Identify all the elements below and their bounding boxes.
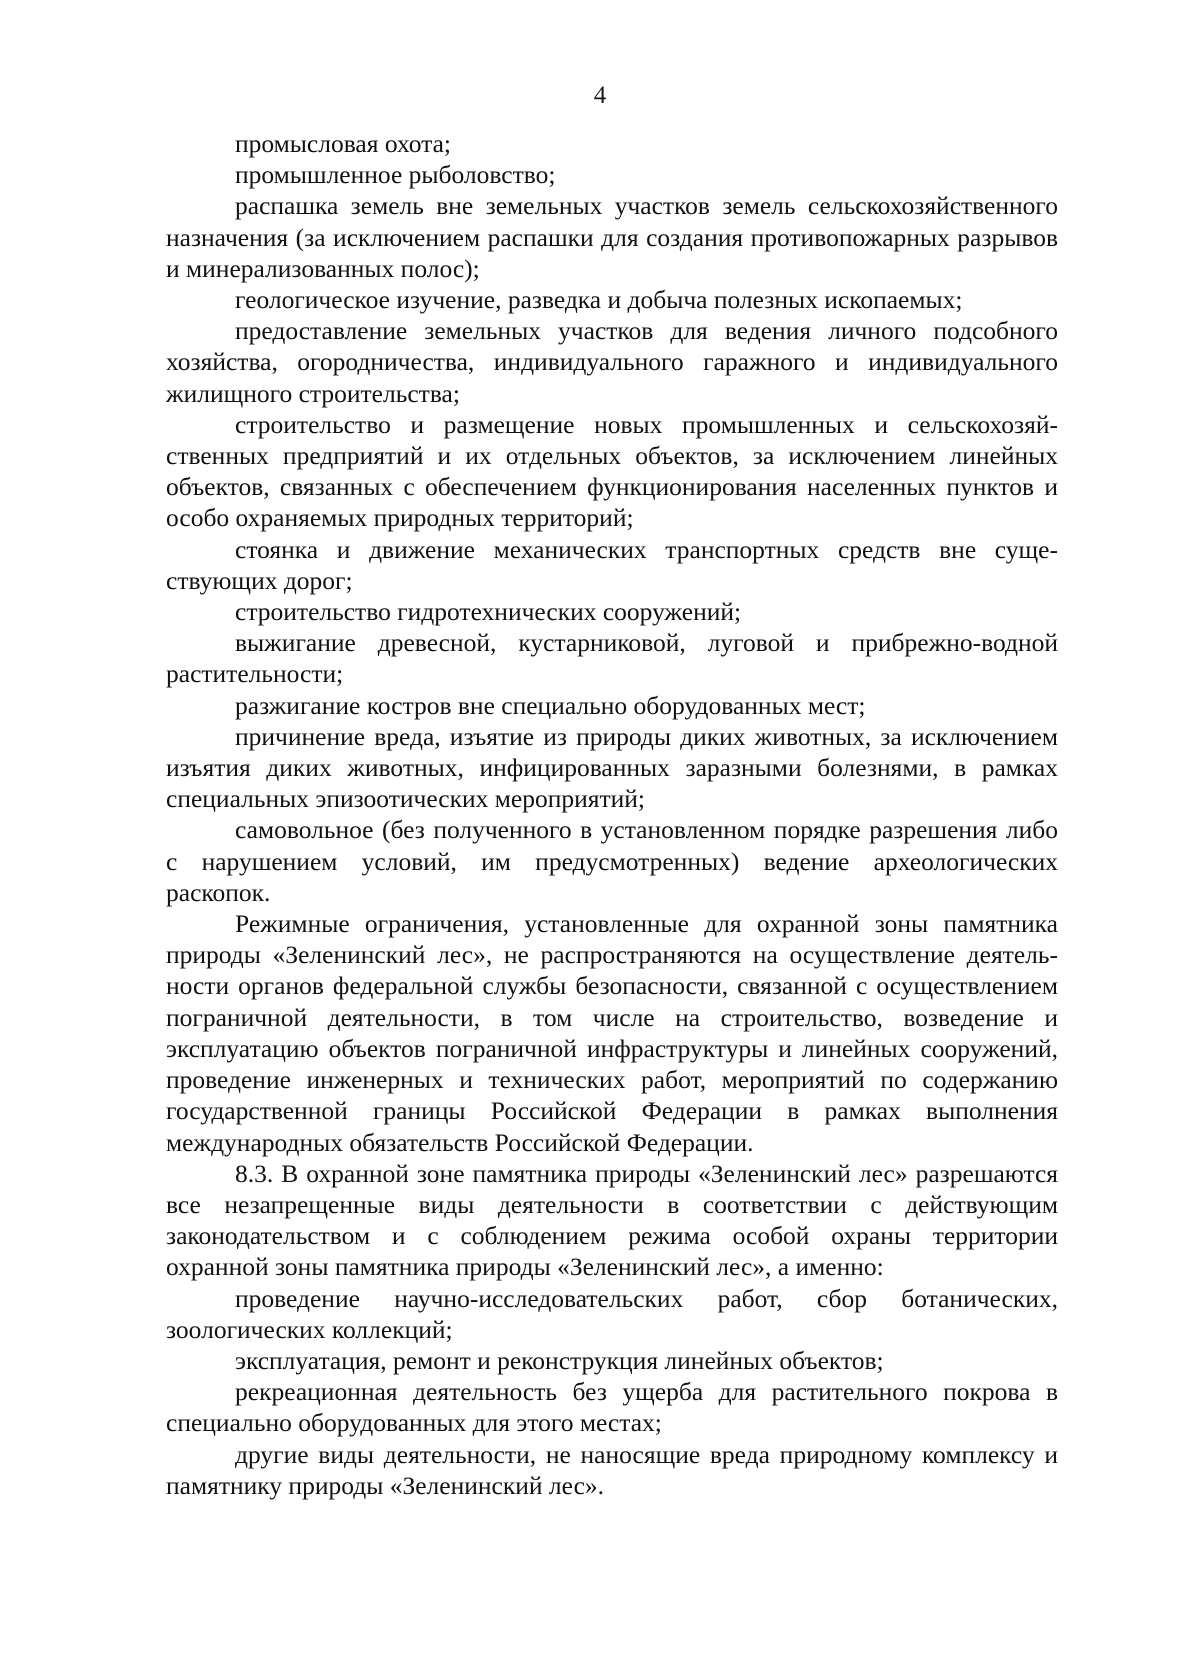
paragraph-recreation: рекреационная деятельность без ущерба для растительного покрова в специально оборудованных для этого местах;: [166, 1377, 1058, 1438]
paragraph-industrial-fishing: промышленное рыболовство;: [235, 160, 556, 190]
page-number: 4: [593, 82, 607, 109]
paragraph-land-plowing: распашка земель вне земельных участков земель сельскохозяйственного назначения (за исключением распашки для создания противопожарных разрывов и минерализованных полос);: [166, 191, 1058, 283]
paragraph-other-activities: другие виды деятельности, не наносящие вреда природному комплексу и памятнику природы «Зеленинский лес».: [166, 1439, 1058, 1500]
document-body: [166, 128, 1058, 1501]
paragraph-regime-restrictions: Режимные ограничения, установленные для охранной зоны памятника природы «Зеленинский лес», не распространяются на осуществление деятельности органов федеральной службы безопасности, связанной с осуществлением пограничной деятельности, в том числе на строительство, возведение и эксплуатацию объектов пограничной инфраструктуры и линейных сооружений, проведение инженерных и технических работ, мероприятий по содержанию государственной границы Российской Федерации в рамках выполнения международных обязательств Российской Федерации.: [166, 909, 1058, 1157]
paragraph-wild-animals: причинение вреда, изъятие из природы диких животных, за исключением изъятия диких животных, инфицированных заразными болезнями, в рамках специальных эпизоотических мероприятий;: [166, 721, 1058, 814]
paragraph-land-plots: предоставление земельных участков для ведения личного подсобного хозяйства, огородничества, индивидуального гаражного и индивидуального жилищного строительства;: [166, 316, 1058, 408]
paragraph-commercial-hunting: промысловая охота;: [235, 129, 452, 158]
paragraph-hydraulic-structures: строительство гидротехнических сооружений;: [235, 597, 742, 627]
paragraph-research-work: проведение научно-исследовательских работ, сбор ботанических, зоологических коллекций;: [166, 1283, 1058, 1344]
paragraph-campfires: разжигание костров вне специально оборудованных мест;: [235, 690, 866, 720]
paragraph-archaeological-excavation: самовольное (без полученного в установленном порядке разрешения либо с нарушением условий, им предусмотренных) ведение археологических раскопок.: [166, 815, 1058, 907]
paragraph-vegetation-burning: выжигание древесной, кустарниковой, луговой и прибрежно-водной растительности;: [166, 628, 1058, 689]
paragraph-section-8-3: 8.3. В охранной зоне памятника природы «Зеленинский лес» разрешаются все незапрещенные виды деятельности в соответствии с действующим законодательством и с соблюдением режима особой охраны территории охранной зоны памятника природы «Зеленинский лес», а именно:: [166, 1158, 1058, 1282]
paragraph-vehicles: стоянка и движение механических транспортных средств вне существующих дорог;: [166, 534, 1058, 595]
paragraph-geological-survey: геологическое изучение, разведка и добыча полезных ископаемых;: [235, 285, 963, 315]
paragraph-construction-enterprises: строительство и размещение новых промышленных и сельскохозяйственных предприятий и их отдельных объектов, за исключением линейных объектов, связанных с обеспечением функционирования населенных пунктов и особо охраняемых природных территорий;: [166, 409, 1058, 533]
paragraph-linear-objects: эксплуатация, ремонт и реконструкция линейных объектов;: [235, 1345, 884, 1375]
